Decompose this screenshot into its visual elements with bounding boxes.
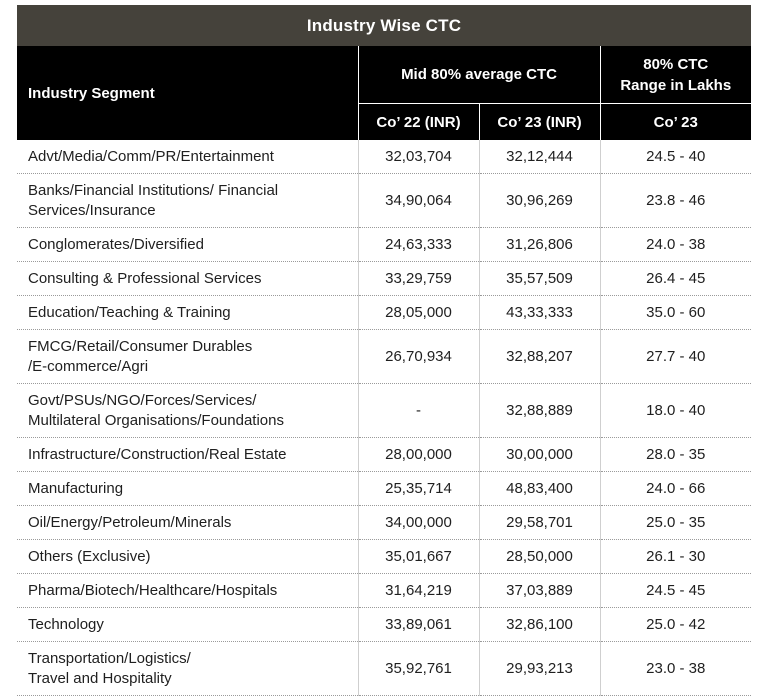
table-row bbox=[17, 472, 751, 506]
segment-line-2: Services/Insurance bbox=[28, 201, 156, 219]
industry-segment-cell bbox=[17, 330, 358, 384]
ctc-range-cell: 26.1 - 30 bbox=[600, 540, 751, 574]
ctc-range-cell: 24.5 - 40 bbox=[600, 140, 751, 174]
co22-ctc-cell: 35,01,667 bbox=[358, 540, 479, 574]
segment-line-1: Infrastructure/Construction/Real Estate bbox=[28, 445, 287, 463]
co23-ctc-cell: 32,88,889 bbox=[479, 384, 600, 438]
table-row bbox=[17, 174, 751, 228]
co23-ctc-cell: 32,12,444 bbox=[479, 140, 600, 174]
table-row bbox=[17, 296, 751, 330]
segment-line-1: Pharma/Biotech/Healthcare/Hospitals bbox=[28, 581, 278, 599]
segment-line-1: Govt/PSUs/NGO/Forces/Services/ bbox=[28, 391, 257, 409]
ctc-range-cell: 24.5 - 45 bbox=[600, 574, 751, 608]
industry-segment-cell bbox=[17, 174, 358, 228]
ctc-range-cell: 24.0 - 66 bbox=[600, 472, 751, 506]
header-range-line2: Range in Lakhs bbox=[620, 76, 732, 94]
co22-ctc-cell: 33,89,061 bbox=[358, 608, 479, 642]
industry-segment-cell bbox=[17, 574, 358, 608]
header-range-line1: 80% CTC bbox=[643, 55, 709, 73]
ctc-range-cell: 26.4 - 45 bbox=[600, 262, 751, 296]
segment-line-1: Oil/Energy/Petroleum/Minerals bbox=[28, 513, 232, 531]
co23-ctc-cell: 48,83,400 bbox=[479, 472, 600, 506]
industry-segment-cell bbox=[17, 228, 358, 262]
ctc-range-cell: 18.0 - 40 bbox=[600, 384, 751, 438]
co22-ctc-cell: 32,03,704 bbox=[358, 140, 479, 174]
ctc-range-cell: 23.0 - 38 bbox=[600, 642, 751, 696]
segment-line-1: Advt/Media/Comm/PR/Entertainment bbox=[28, 147, 274, 165]
table-row bbox=[17, 608, 751, 642]
co23-ctc-cell: 32,86,100 bbox=[479, 608, 600, 642]
header-range-co23: Co’ 23 bbox=[600, 104, 751, 141]
segment-line-1: Others (Exclusive) bbox=[28, 547, 151, 565]
industry-segment-cell bbox=[17, 262, 358, 296]
co22-ctc-cell: 33,29,759 bbox=[358, 262, 479, 296]
ctc-range-cell: 35.0 - 60 bbox=[600, 296, 751, 330]
table-row bbox=[17, 574, 751, 608]
ctc-range-cell: 25.0 - 35 bbox=[600, 506, 751, 540]
table-title: Industry Wise CTC bbox=[17, 5, 751, 46]
table-body bbox=[17, 140, 751, 696]
industry-segment-cell bbox=[17, 608, 358, 642]
table-row bbox=[17, 140, 751, 174]
table-row bbox=[17, 262, 751, 296]
header-mid-80-average: Mid 80% average CTC bbox=[358, 46, 600, 104]
header-co23-inr: Co’ 23 (INR) bbox=[479, 104, 600, 141]
co22-ctc-cell: 26,70,934 bbox=[358, 330, 479, 384]
industry-ctc-table bbox=[17, 46, 751, 696]
table-row bbox=[17, 438, 751, 472]
ctc-range-cell: 24.0 - 38 bbox=[600, 228, 751, 262]
industry-segment-cell bbox=[17, 438, 358, 472]
co23-ctc-cell: 32,88,207 bbox=[479, 330, 600, 384]
industry-segment-cell bbox=[17, 140, 358, 174]
segment-line-2: Travel and Hospitality bbox=[28, 669, 172, 687]
ctc-range-cell: 23.8 - 46 bbox=[600, 174, 751, 228]
table-row bbox=[17, 228, 751, 262]
co22-ctc-cell: 28,05,000 bbox=[358, 296, 479, 330]
co22-ctc-cell: 34,90,064 bbox=[358, 174, 479, 228]
table-row bbox=[17, 642, 751, 696]
segment-line-1: Technology bbox=[28, 615, 104, 633]
co23-ctc-cell: 29,58,701 bbox=[479, 506, 600, 540]
segment-line-2: Multilateral Organisations/Foundations bbox=[28, 411, 284, 429]
co22-ctc-cell: 24,63,333 bbox=[358, 228, 479, 262]
table-header bbox=[17, 46, 751, 140]
co22-ctc-cell: 28,00,000 bbox=[358, 438, 479, 472]
segment-line-2: /E-commerce/Agri bbox=[28, 357, 149, 375]
co23-ctc-cell: 30,96,269 bbox=[479, 174, 600, 228]
co23-ctc-cell: 37,03,889 bbox=[479, 574, 600, 608]
industry-segment-cell bbox=[17, 472, 358, 506]
segment-line-1: Consulting & Professional Services bbox=[28, 269, 262, 287]
industry-segment-cell bbox=[17, 506, 358, 540]
co22-ctc-cell: - bbox=[358, 384, 479, 438]
co23-ctc-cell: 30,00,000 bbox=[479, 438, 600, 472]
table-row bbox=[17, 330, 751, 384]
industry-segment-cell bbox=[17, 384, 358, 438]
co23-ctc-cell: 43,33,333 bbox=[479, 296, 600, 330]
segment-line-1: Transportation/Logistics/ bbox=[28, 649, 191, 667]
table-row bbox=[17, 506, 751, 540]
ctc-range-cell: 25.0 - 42 bbox=[600, 608, 751, 642]
industry-segment-cell bbox=[17, 540, 358, 574]
segment-line-1: Conglomerates/Diversified bbox=[28, 235, 204, 253]
ctc-range-cell: 28.0 - 35 bbox=[600, 438, 751, 472]
co23-ctc-cell: 28,50,000 bbox=[479, 540, 600, 574]
ctc-range-cell: 27.7 - 40 bbox=[600, 330, 751, 384]
header-industry-segment: Industry Segment bbox=[17, 46, 358, 140]
co22-ctc-cell: 31,64,219 bbox=[358, 574, 479, 608]
co23-ctc-cell: 35,57,509 bbox=[479, 262, 600, 296]
industry-segment-cell bbox=[17, 642, 358, 696]
segment-line-1: Manufacturing bbox=[28, 479, 124, 497]
co23-ctc-cell: 29,93,213 bbox=[479, 642, 600, 696]
co22-ctc-cell: 35,92,761 bbox=[358, 642, 479, 696]
industry-segment-cell bbox=[17, 296, 358, 330]
co22-ctc-cell: 25,35,714 bbox=[358, 472, 479, 506]
co23-ctc-cell: 31,26,806 bbox=[479, 228, 600, 262]
ctc-table-panel bbox=[17, 5, 751, 696]
table-row bbox=[17, 384, 751, 438]
table-row bbox=[17, 540, 751, 574]
header-80-ctc-range bbox=[600, 46, 751, 104]
segment-line-1: FMCG/Retail/Consumer Durables bbox=[28, 337, 253, 355]
co22-ctc-cell: 34,00,000 bbox=[358, 506, 479, 540]
header-co22-inr: Co’ 22 (INR) bbox=[358, 104, 479, 141]
segment-line-1: Education/Teaching & Training bbox=[28, 303, 231, 321]
segment-line-1: Banks/Financial Institutions/ Financial bbox=[28, 181, 279, 199]
